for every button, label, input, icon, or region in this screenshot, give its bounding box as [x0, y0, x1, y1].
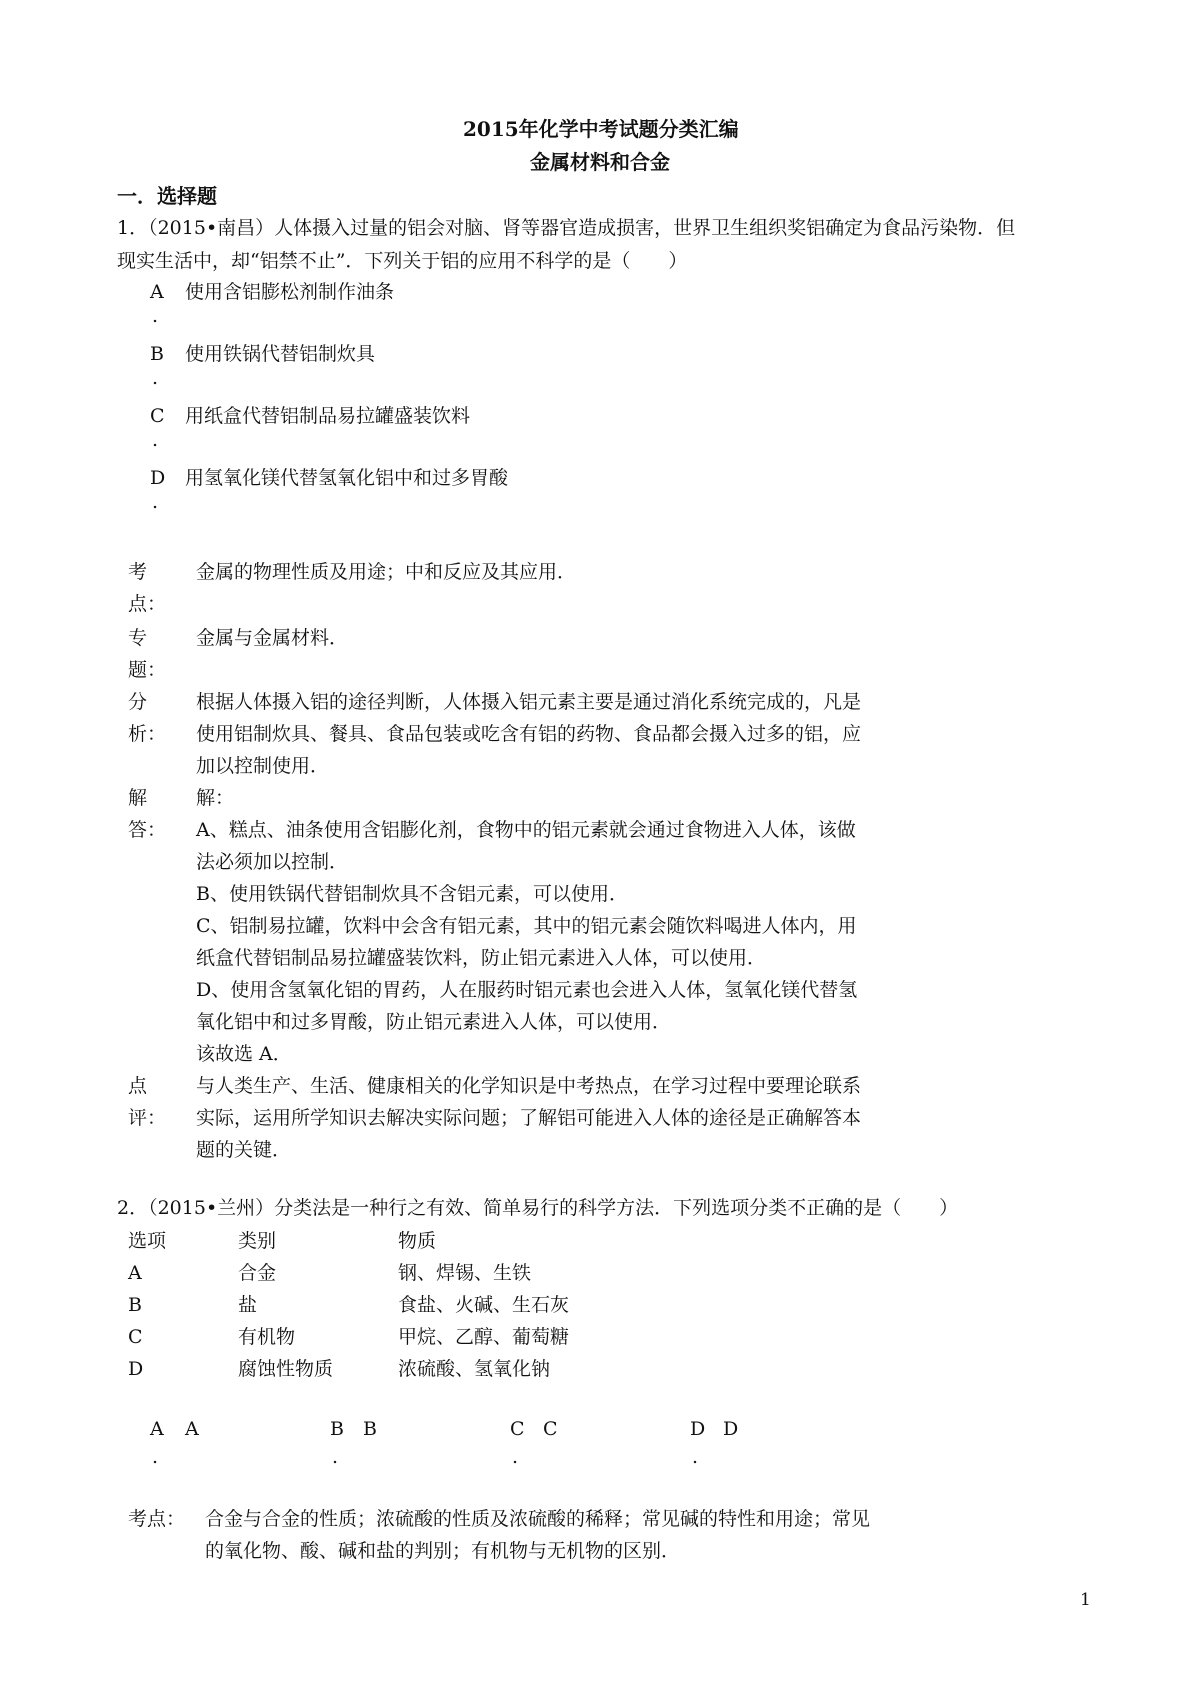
- q2-choice-text: D: [723, 1418, 739, 1440]
- q1-option-text: 用氢氧化镁代替氢氧化铝中和过多胃酸: [185, 467, 509, 489]
- q2-kaodian-label: 考点：: [128, 1508, 186, 1530]
- q2-choice-letter: B: [330, 1418, 344, 1440]
- q2-choice-dot: .: [692, 1446, 699, 1468]
- q1-stem-line1: 1．（2015•南昌）人体摄入过量的铝会对脑、肾等器官造成损害，世界卫生组织奖铝确定为食品污染物．但: [117, 217, 1016, 239]
- q2-choice-letter: A: [150, 1418, 164, 1440]
- table-cell: D: [128, 1358, 144, 1380]
- jieda-line: A、糕点、油条使用含铝膨化剂，食物中的铝元素就会通过食物进入人体，该做: [196, 819, 856, 841]
- jieda-line: B、使用铁锅代替铝制炊具不含铝元素，可以使用．: [196, 883, 628, 905]
- dianping-label-1: 点: [128, 1075, 148, 1097]
- q1-option-dot: .: [152, 367, 159, 389]
- document-title: 2015年化学中考试题分类汇编: [463, 117, 739, 141]
- q1-option-dot: .: [152, 491, 159, 513]
- q2-choice-text: B: [363, 1418, 377, 1440]
- jieda-line: 氧化铝中和过多胃酸，防止铝元素进入人体，可以使用．: [196, 1011, 672, 1033]
- q1-option-dot: .: [152, 429, 159, 451]
- table-cell: 食盐、火碱、生石灰: [398, 1294, 570, 1316]
- q1-option-text: 使用含铝膨松剂制作油条: [185, 281, 395, 303]
- zhuanti-label-1: 专: [128, 627, 148, 649]
- kaodian-label-1: 考: [128, 561, 148, 583]
- document-subtitle: 金属材料和合金: [530, 150, 670, 174]
- fenxi-label-2: 析：: [128, 723, 167, 745]
- jieda-line: 解：: [196, 787, 235, 809]
- q1-stem-line2: 现实生活中，却“铝禁不止”．下列关于铝的应用不科学的是（ ）: [117, 250, 688, 272]
- table-cell: 钢、焊锡、生铁: [398, 1262, 532, 1284]
- fenxi-line: 加以控制使用．: [196, 755, 330, 777]
- q1-option-dot: .: [152, 305, 159, 327]
- kaodian-text: 金属的物理性质及用途；中和反应及其应用．: [196, 561, 577, 583]
- table-cell: 合金: [238, 1262, 277, 1284]
- page-number: 1: [1080, 1590, 1091, 1610]
- table-cell: 浓硫酸、氢氧化钠: [398, 1358, 551, 1380]
- table-header: 类别: [238, 1230, 277, 1252]
- q1-option-letter: B: [150, 343, 164, 365]
- fenxi-line: 使用铝制炊具、餐具、食品包装或吃含有铝的药物、食品都会摄入过多的铝，应: [196, 723, 862, 745]
- q2-kaodian-line: 的氧化物、酸、碱和盐的判别；有机物与无机物的区别．: [205, 1540, 681, 1562]
- dianping-line: 与人类生产、生活、健康相关的化学知识是中考热点，在学习过程中要理论联系: [196, 1075, 862, 1097]
- q1-option-letter: D: [150, 467, 166, 489]
- jieda-label-1: 解: [128, 787, 148, 809]
- q1-option-text: 使用铁锅代替铝制炊具: [185, 343, 376, 365]
- q2-kaodian-line: 合金与合金的性质；浓硫酸的性质及浓硫酸的稀释；常见碱的特性和用途；常见: [205, 1508, 871, 1530]
- q2-choice-text: C: [543, 1418, 558, 1440]
- q2-choice-text: A: [185, 1418, 199, 1440]
- jieda-line: D、使用含氢氧化铝的胃药，人在服药时铝元素也会进入人体，氢氧化镁代替氢: [196, 979, 858, 1001]
- table-cell: B: [128, 1294, 142, 1316]
- q2-choice-letter: D: [690, 1418, 706, 1440]
- q2-choice-dot: .: [152, 1446, 159, 1468]
- fenxi-line: 根据人体摄入铝的途径判断，人体摄入铝元素主要是通过消化系统完成的，凡是: [196, 691, 862, 713]
- kaodian-label-2: 点：: [128, 593, 167, 615]
- q1-option-letter: C: [150, 405, 165, 427]
- table-cell: 有机物: [238, 1326, 296, 1348]
- q2-choice-letter: C: [510, 1418, 525, 1440]
- section-heading: 一．选择题: [117, 184, 217, 208]
- table-cell: A: [128, 1262, 142, 1284]
- q1-option-letter: A: [150, 281, 164, 303]
- jieda-label-2: 答：: [128, 819, 167, 841]
- table-cell: 盐: [238, 1294, 258, 1316]
- dianping-line: 实际，运用所学知识去解决实际问题；了解铝可能进入人体的途径是正确解答本: [196, 1107, 862, 1129]
- fenxi-label-1: 分: [128, 691, 148, 713]
- dianping-line: 题的关键．: [196, 1139, 292, 1161]
- q1-option-text: 用纸盒代替铝制品易拉罐盛装饮料: [185, 405, 471, 427]
- q2-stem: 2．（2015•兰州）分类法是一种行之有效、简单易行的科学方法．下列选项分类不正确的是（ ）: [117, 1197, 959, 1219]
- table-header: 选项: [128, 1230, 167, 1252]
- zhuanti-text: 金属与金属材料．: [196, 627, 349, 649]
- jieda-line: 该故选 A．: [196, 1043, 292, 1065]
- jieda-line: C、铝制易拉罐，饮料中会含有铝元素，其中的铝元素会随饮料喝进人体内，用: [196, 915, 857, 937]
- jieda-line: 纸盒代替铝制品易拉罐盛装饮料，防止铝元素进入人体，可以使用．: [196, 947, 767, 969]
- table-cell: 甲烷、乙醇、葡萄糖: [398, 1326, 570, 1348]
- table-cell: 腐蚀性物质: [238, 1358, 334, 1380]
- dianping-label-2: 评：: [128, 1107, 167, 1129]
- table-cell: C: [128, 1326, 143, 1348]
- q2-choice-dot: .: [332, 1446, 339, 1468]
- q2-choice-dot: .: [512, 1446, 519, 1468]
- zhuanti-label-2: 题：: [128, 659, 167, 681]
- jieda-line: 法必须加以控制．: [196, 851, 349, 873]
- table-header: 物质: [398, 1230, 437, 1252]
